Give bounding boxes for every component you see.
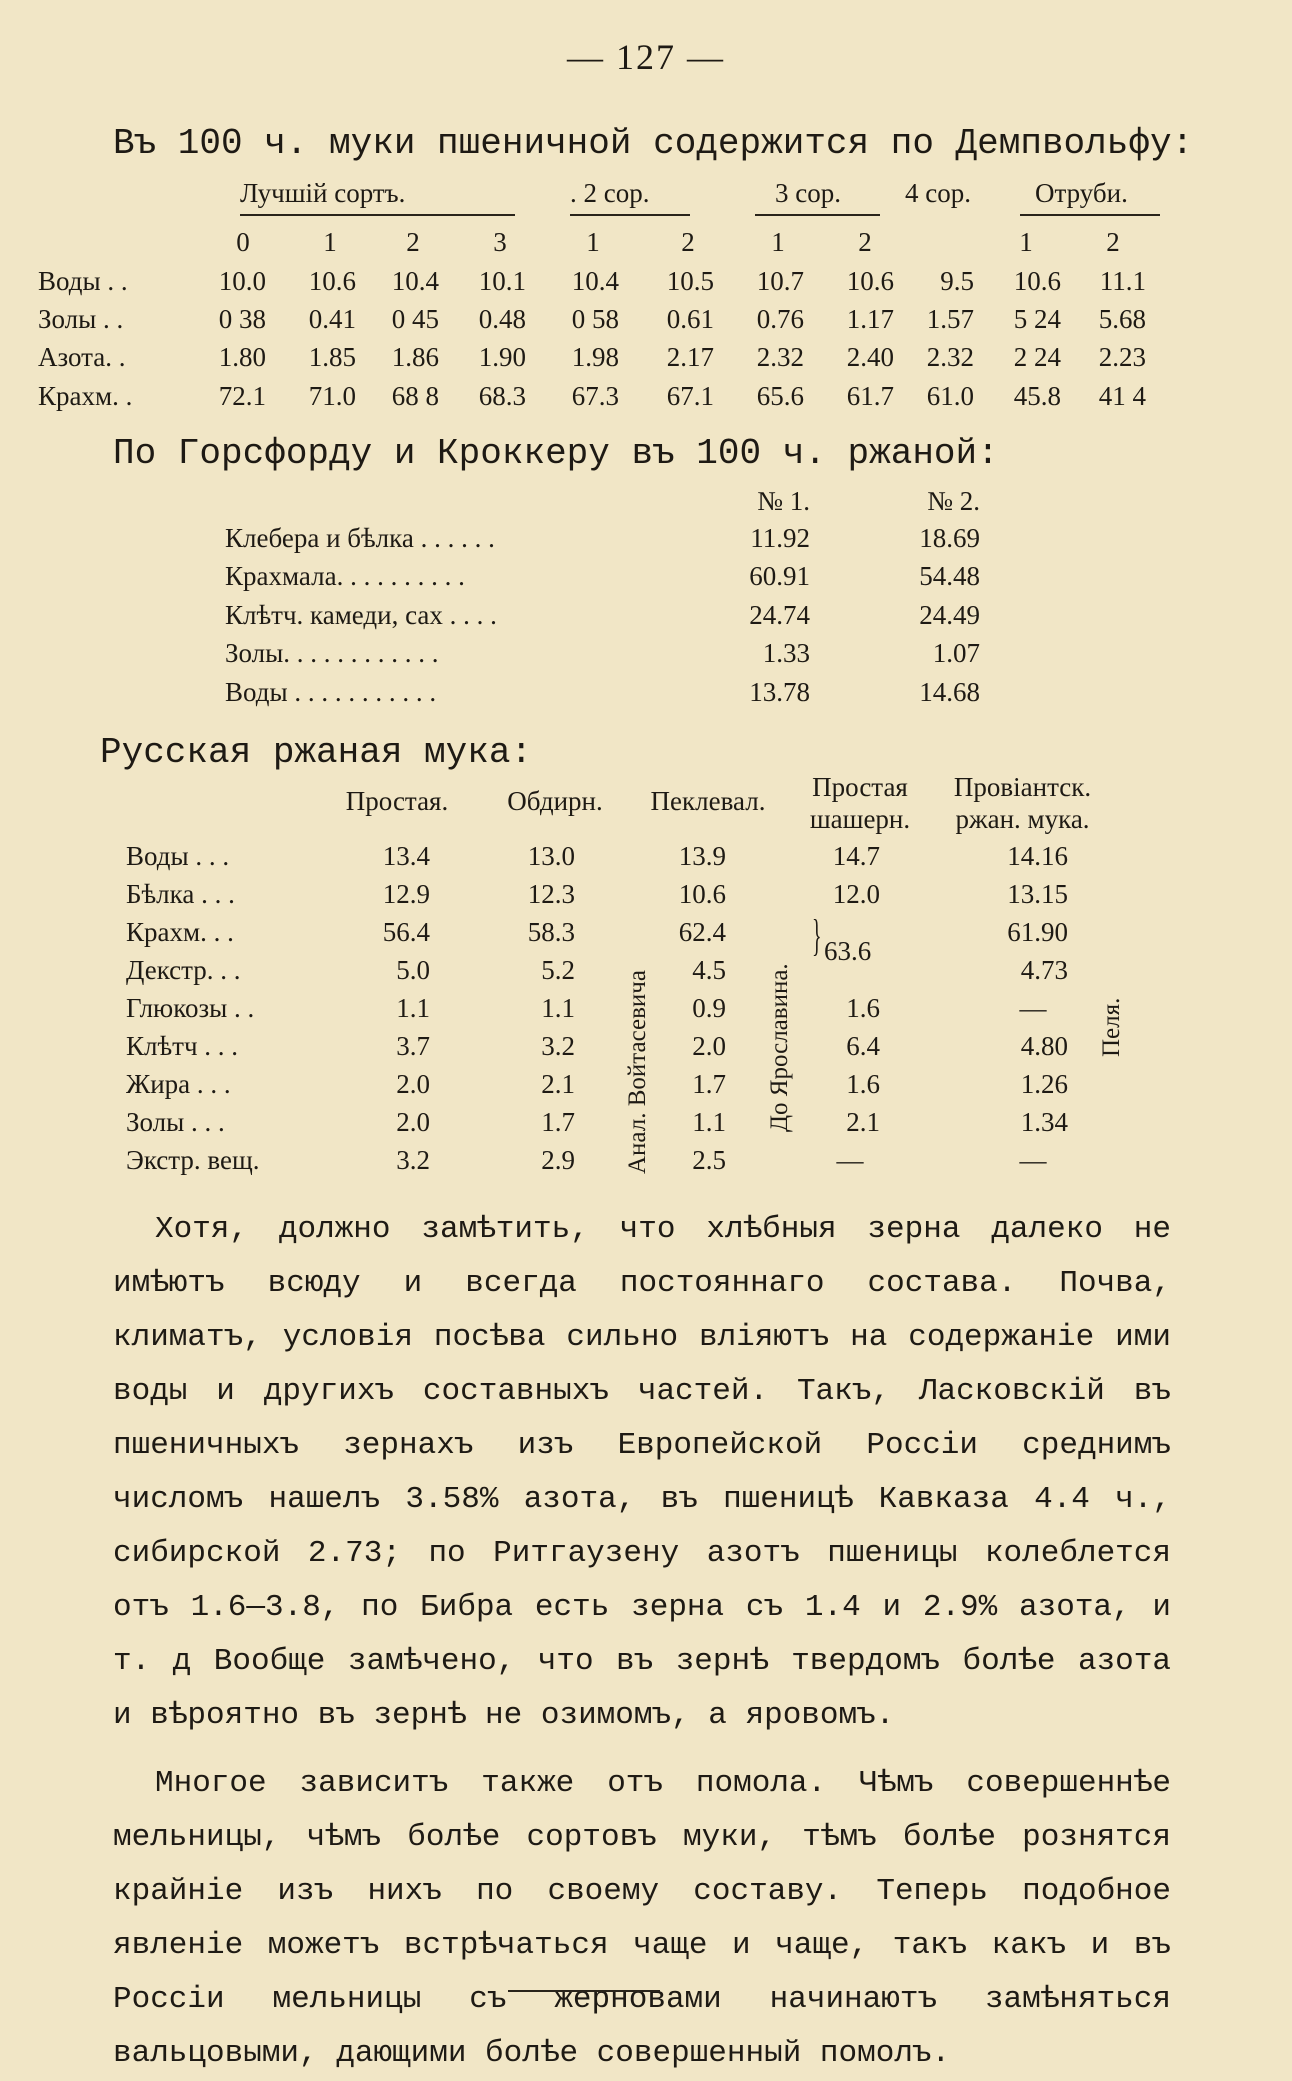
table-cell: 2.1 (846, 1107, 880, 1137)
merge-brace: } (812, 911, 822, 960)
table-cell: 61.0 (926, 381, 974, 411)
group-brace (1020, 214, 1160, 216)
table-cell: 10.4 (571, 266, 619, 296)
paragraph: Многое зависитъ также отъ помола. Чѣмъ совершеннѣе мельницы, чѣмъ болѣе сортовъ муки, тѣмъ болѣе рознятся крайніе изъ нихъ по своему составу. Теперь подобное явленіе можетъ встрѣчаться чаще и чаще, такъ какъ и въ Россіи мельницы съ жерновами начинаютъ замѣняться вальцовыми, дающими болѣе совершенный помолъ. (113, 1766, 1171, 2071)
table-cell: 2.23 (1098, 342, 1146, 372)
body-text (113, 1203, 1171, 2081)
subheader: 2 (1106, 227, 1120, 257)
table-cell: 1.33 (762, 638, 810, 668)
table-cell: 2 24 (1013, 342, 1061, 372)
table-cell: 2.9 (541, 1145, 575, 1175)
table-cell: — (1019, 1145, 1047, 1175)
column-header: № 1. (757, 486, 810, 516)
vertical-note: До Ярославина. (766, 963, 793, 1132)
table-cell: 6.4 (846, 1031, 880, 1061)
table-cell: 5.0 (396, 955, 430, 985)
table-cell: 2.5 (692, 1145, 726, 1175)
table-cell: 24.74 (749, 600, 810, 630)
subheader: 1 (586, 227, 600, 257)
table-cell: 41 4 (1098, 381, 1146, 411)
table-cell: 56.4 (382, 917, 430, 947)
row-label: Воды . . . . . . . . . . . (225, 677, 437, 707)
column-header: Обдирн. (507, 786, 603, 816)
table-cell: 10.0 (218, 266, 266, 296)
group-brace (755, 214, 880, 216)
table-cell: 67.3 (571, 381, 619, 411)
subheader: 1 (323, 227, 337, 257)
row-label: Крахм. . (38, 381, 133, 411)
table-cell: 10.6 (678, 879, 726, 909)
table-cell: 13.78 (749, 677, 810, 707)
table-cell: 1.80 (218, 342, 266, 372)
table-cell: 4.73 (1020, 955, 1068, 985)
vertical-note: Пеля. (1098, 997, 1125, 1057)
table-cell: 10.4 (391, 266, 439, 296)
table-cell: 1.98 (571, 342, 619, 372)
table-cell: 68 8 (391, 381, 439, 411)
row-label: Жира . . . (126, 1069, 231, 1099)
table-cell: 3.7 (396, 1031, 430, 1061)
table-cell: 12.0 (832, 879, 880, 909)
table-cell: 71.0 (308, 381, 356, 411)
table-cell: 0 45 (391, 304, 439, 334)
table-cell: 1.17 (846, 304, 894, 334)
table-cell: 1.7 (692, 1069, 726, 1099)
merged-value: 63.6 (824, 936, 872, 966)
table-cell: 12.3 (527, 879, 575, 909)
table-cell: 0 38 (218, 304, 266, 334)
table-cell: 2.0 (396, 1107, 430, 1137)
table-cell: 1.57 (926, 304, 974, 334)
table-cell: 4.5 (692, 955, 726, 985)
column-header: Простая. (345, 786, 449, 816)
table-cell: 10.6 (1013, 266, 1061, 296)
table-cell: 9.5 (940, 266, 974, 296)
group-header: 3 сор. (775, 178, 841, 208)
table-cell: 13.9 (678, 841, 726, 871)
table-cell: 2.0 (692, 1031, 726, 1061)
table-cell: 2.17 (666, 342, 714, 372)
table-cell: 10.5 (666, 266, 714, 296)
table-cell: 1.7 (541, 1107, 575, 1137)
section2-heading: По Горсфорду и Кроккеру въ 100 ч. ржаной: (113, 433, 999, 474)
table-cell: 5 24 (1013, 304, 1061, 334)
group-brace (240, 214, 515, 216)
page-number: — 127 — (567, 37, 725, 77)
subheader: 1 (771, 227, 785, 257)
table-cell: 14.7 (832, 841, 880, 871)
table-cell: 1.1 (541, 993, 575, 1023)
table-cell: 0.9 (692, 993, 726, 1023)
table-cell: 54.48 (919, 561, 980, 591)
row-label: Бѣлка . . . (126, 879, 235, 909)
table-cell: 2.32 (926, 342, 974, 372)
table-cell: 45.8 (1013, 381, 1061, 411)
subheader: 1 (1019, 227, 1033, 257)
row-label: Золы. . . . . . . . . . . . (225, 638, 439, 668)
table-cell: 12.9 (382, 879, 430, 909)
table-cell: 14.16 (1007, 841, 1068, 871)
row-label: Крахмала. . . . . . . . . . (225, 561, 465, 591)
table-cell: 24.49 (919, 600, 980, 630)
row-label: Крахм. . . (126, 917, 234, 947)
table-cell: 2.0 (396, 1069, 430, 1099)
group-header: Отруби. (1035, 178, 1128, 208)
column-header: № 2. (927, 486, 980, 516)
table-cell: 10.6 (308, 266, 356, 296)
table-cell: 3.2 (396, 1145, 430, 1175)
column-header: Провіантск. (953, 772, 1092, 802)
group-header: . 2 сор. (570, 178, 650, 208)
table-cell: 0 58 (571, 304, 619, 334)
table-cell: 68.3 (478, 381, 526, 411)
table-cell: 5.68 (1098, 304, 1146, 334)
section3-heading: Русская ржаная мука: (100, 732, 533, 773)
row-label: Воды . . . (126, 841, 230, 871)
group-header: 4 сор. (905, 178, 971, 208)
table-cell: 4.80 (1020, 1031, 1068, 1061)
table-cell: 11.1 (1099, 266, 1146, 296)
table-cell: 1.86 (391, 342, 439, 372)
row-label: Клѣтч. камеди, сах . . . . (225, 600, 497, 630)
table-cell: 0.76 (756, 304, 804, 334)
column-header: Простая (812, 772, 908, 802)
table-cell: 18.69 (919, 523, 980, 553)
subheader: 2 (858, 227, 872, 257)
table-cell: 0.41 (308, 304, 356, 334)
table-cell: 62.4 (678, 917, 726, 947)
subheader: 2 (406, 227, 420, 257)
table-cell: 3.2 (541, 1031, 575, 1061)
group-header: Лучшій сортъ. (240, 178, 406, 208)
column-header: шашерн. (809, 804, 911, 834)
table-cell: 1.34 (1020, 1107, 1068, 1137)
group-brace (570, 214, 690, 216)
table-cell: 10.1 (478, 266, 526, 296)
table-cell: 10.7 (756, 266, 804, 296)
table-cell: — (1019, 993, 1047, 1023)
row-label: Клебера и бѣлка . . . . . . (225, 523, 495, 553)
table-cell: 14.68 (919, 677, 980, 707)
table-cell: 11.92 (750, 523, 810, 553)
table-cell: — (836, 1145, 864, 1175)
row-label: Азота. . (38, 342, 126, 372)
table-cell: 1.6 (846, 1069, 880, 1099)
table-cell: 13.15 (1007, 879, 1068, 909)
subheader: 3 (493, 227, 507, 257)
table-cell: 0.48 (478, 304, 526, 334)
table-cell: 65.6 (756, 381, 804, 411)
row-label: Декстр. . . (126, 955, 241, 985)
table-cell: 1.1 (692, 1107, 726, 1137)
table-cell: 1.90 (478, 342, 526, 372)
row-label: Клѣтч . . . (126, 1031, 239, 1061)
table-cell: 72.1 (218, 381, 266, 411)
table-cell: 1.26 (1020, 1069, 1068, 1099)
subheader: 2 (681, 227, 695, 257)
table-cell: 1.1 (396, 993, 430, 1023)
table-cell: 1.85 (308, 342, 356, 372)
table-cell: 58.3 (527, 917, 575, 947)
row-label: Золы . . (38, 304, 124, 334)
table-cell: 13.4 (382, 841, 430, 871)
section1-heading: Въ 100 ч. муки пшеничной содержится по Демпвольфу: (113, 123, 1194, 164)
table-cell: 1.6 (846, 993, 880, 1023)
footer-rule (508, 1990, 660, 1992)
row-label: Экстр. вещ. (126, 1145, 260, 1175)
table-cell: 61.7 (846, 381, 894, 411)
table-cell: 2.40 (846, 342, 894, 372)
row-label: Золы . . . (126, 1107, 225, 1137)
subheader: 0 (236, 227, 250, 257)
column-header: Пеклевал. (650, 786, 766, 816)
table-cell: 60.91 (749, 561, 810, 591)
table-cell: 61.90 (1007, 917, 1068, 947)
table-cell: 0.61 (666, 304, 714, 334)
row-label: Воды . . (38, 266, 128, 296)
column-header: ржан. мука. (955, 804, 1090, 834)
table-cell: 13.0 (527, 841, 575, 871)
row-label: Глюкозы . . (126, 993, 255, 1023)
table-cell: 1.07 (932, 638, 980, 668)
vertical-note: Анал. Войтасевича (624, 970, 651, 1174)
table-cell: 5.2 (541, 955, 575, 985)
table-cell: 2.32 (756, 342, 804, 372)
table-cell: 2.1 (541, 1069, 575, 1099)
table-cell: 10.6 (846, 266, 894, 296)
table-cell: 67.1 (666, 381, 714, 411)
paragraph: Хотя, должно замѣтить, что хлѣбныя зерна далеко не имѣютъ всюду и всегда постояннаго состава. Почва, климатъ, условія посѣва сильно вліяютъ на содержаніе ими воды и другихъ составныхъ частей. Такъ, Ласковскій въ пшеничныхъ зернахъ изъ Европейской Россіи среднимъ числомъ нашелъ 3.58% азота, въ пшеницѣ Кавказа 4.4 ч., сибирской 2.73; по Ритгаузену азотъ пшеницы колеблется отъ 1.6—3.8, по Бибра есть зерна съ 1.4 и 2.9% азота, и т. д Вообще замѣчено, что въ зернѣ твердомъ болѣе азота и вѣроятно въ зернѣ не озимомъ, а яровомъ. (113, 1212, 1171, 1733)
